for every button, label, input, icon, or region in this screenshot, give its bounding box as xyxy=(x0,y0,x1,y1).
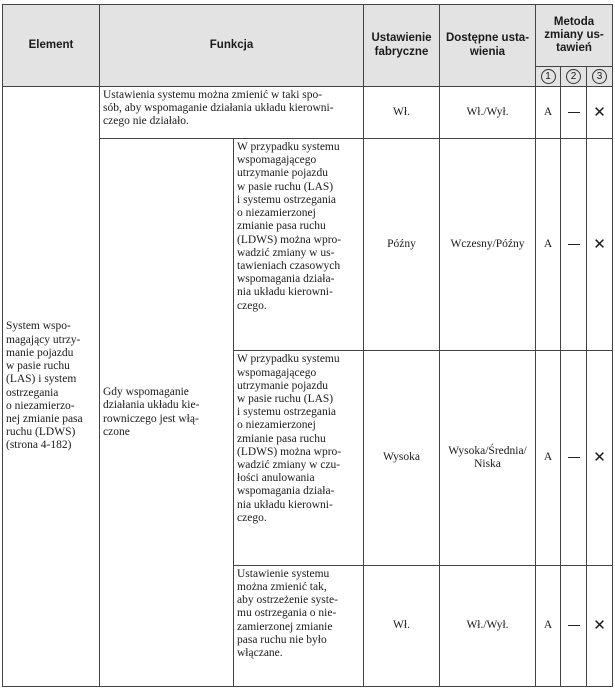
circled-number-2: 2 xyxy=(566,69,581,84)
factory-value-2: Późny xyxy=(364,139,440,351)
method2-value-4 xyxy=(561,565,587,686)
method2-value-1 xyxy=(561,87,587,139)
header-method-3 xyxy=(587,67,613,87)
factory-value-4: Wł. xyxy=(364,565,440,686)
dash-mark xyxy=(568,112,580,113)
method2-value-3 xyxy=(561,351,587,565)
circled-number-3: 3 xyxy=(592,69,607,84)
available-value-4: Wł./Wył. xyxy=(440,565,536,686)
method2-value-2 xyxy=(561,139,587,351)
settings-table xyxy=(2,4,613,687)
header-function: Funkcja xyxy=(100,5,364,87)
circled-number-1: 1 xyxy=(541,69,556,84)
function-desc-1: Ustawienia systemu można zmienić w taki spo- sób, aby wspomaganie działania układu kierowni- czego nie działało. xyxy=(100,87,364,139)
method1-value-1: A xyxy=(536,87,561,139)
available-value-1: Wł./Wył. xyxy=(440,87,536,139)
method3-value-1: ✕ xyxy=(587,87,613,139)
header-method-1 xyxy=(536,67,561,87)
method3-value-4: ✕ xyxy=(587,565,613,686)
function-desc-4: Ustawienie systemu można zmienić tak, aby ostrzeżenie syste- mu ostrzegania o nie- zamierzonej zmianie pasa ruchu nie było włączane. xyxy=(234,565,364,686)
header-change-method: Metoda zmiany us- tawień xyxy=(536,5,613,67)
header-factory-setting: Ustawienie fabryczne xyxy=(364,5,440,87)
method1-value-4: A xyxy=(536,565,561,686)
dash-mark xyxy=(568,625,580,626)
element-cell: System wspo- magający utrzy- manie pojazdu w pasie ruchu (LAS) i system ostrzegania o niezamierzo- nej zmianie pasa ruchu (LDWS) (strona 4-182) xyxy=(3,87,100,687)
method1-value-3: A xyxy=(536,351,561,565)
available-value-2: Wczesny/Późny xyxy=(440,139,536,351)
header-element: Element xyxy=(3,5,100,87)
method3-value-3: ✕ xyxy=(587,351,613,565)
function-group-label: Gdy wspomaganie działania układu kie- rowniczego jest włą- czone xyxy=(100,139,234,687)
factory-value-3: Wysoka xyxy=(364,351,440,565)
dash-mark xyxy=(568,244,580,245)
factory-value-1: Wł. xyxy=(364,87,440,139)
function-desc-2: W przypadku systemu wspomagającego utrzymanie pojazdu w pasie ruchu (LAS) i systemu ostrzegania o niezamierzonej zmianie pasa ruchu (LDWS) można wpro- wadzić zmiany w us- tawieniach czasowych wspomagania działa- nia układu kierowni- czego. xyxy=(234,139,364,351)
method3-value-2: ✕ xyxy=(587,139,613,351)
available-value-3: Wysoka/Średnia/ Niska xyxy=(440,351,536,565)
function-desc-3: W przypadku systemu wspomagającego utrzymanie pojazdu w pasie ruchu (LAS) i systemu ostrzegania o niezamierzonej zmianie pasa ruchu (LDWS) można wpro- wadzić zmiany w czu- łości anulowania wspomagania działa- nia układu kierowni- czego. xyxy=(234,351,364,565)
header-available-settings: Dostępne usta- wienia xyxy=(440,5,536,87)
dash-mark xyxy=(568,457,580,458)
header-method-2 xyxy=(561,67,587,87)
method1-value-2: A xyxy=(536,139,561,351)
